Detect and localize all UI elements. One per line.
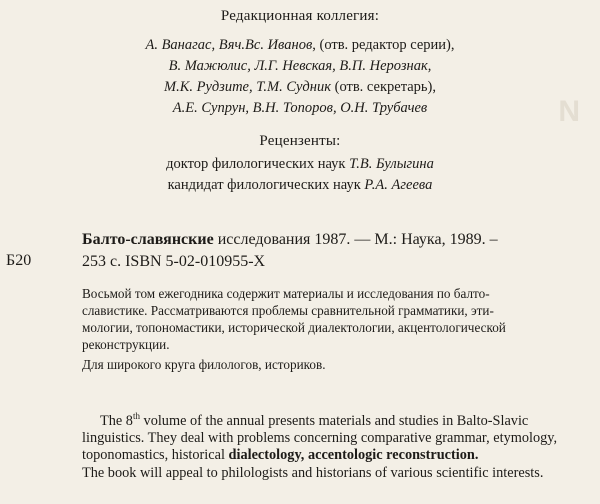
member-role: , (отв. редактор серии), xyxy=(312,37,455,53)
en-text: toponomastics, historical xyxy=(82,447,229,463)
annotation-ru-line: реконструкции. xyxy=(82,337,170,352)
annotation-ru-line: славистике. Рассматриваются проблемы сравнительной грамматики, эти- xyxy=(82,303,494,318)
member-names: А. Ванагас, Вяч.Вс. Иванов xyxy=(145,37,313,53)
annotation-en-line-1 xyxy=(100,411,528,430)
annotation-en-line-3 xyxy=(82,447,478,464)
annotation-ru-line: мологии, топономастики, исторической диалектологии, акцентологической xyxy=(82,320,506,335)
member-names: М.К. Рудзите, Т.М. Судник xyxy=(164,79,331,95)
reviewer-1-degree: доктор филологических наук xyxy=(166,156,350,172)
editorial-member-line xyxy=(0,79,600,96)
en-text: volume of the annual presents materials and studies in Balto-Slavic xyxy=(139,412,529,429)
annotation-en-line-2: linguistics. They deal with problems concerning comparative grammar, etymology, xyxy=(82,430,558,446)
editorial-heading: Редакционная коллегия: xyxy=(220,8,380,24)
reviewers-heading: Рецензенты: xyxy=(259,133,341,149)
editorial-member-line xyxy=(0,37,600,54)
annotation-ru-line: Восьмой том ежегодника содержит материалы и исследования по балто- xyxy=(82,286,490,301)
reviewer-2-degree: кандидат филологических наук xyxy=(167,177,365,193)
biblio-title-bold: Балто-славянские xyxy=(82,231,214,248)
member-names: В. Мажюлис, Л.Г. Невская, В.П. Нерознак, xyxy=(168,58,432,74)
classification-code: Б20 xyxy=(6,252,32,269)
annotation-audience: Для широкого круга филологов, историков. xyxy=(82,357,326,372)
reviewer-2-name: Р.А. Агеева xyxy=(364,177,433,193)
reviewer-2 xyxy=(0,177,600,194)
editorial-member-line xyxy=(0,58,600,75)
annotation-ru xyxy=(82,285,506,353)
editorial-member-line xyxy=(0,100,600,117)
biblio-line-1 xyxy=(82,231,498,249)
member-role: (отв. секретарь), xyxy=(330,79,436,95)
biblio-line-2: 253 с. ISBN 5-02-010955-X xyxy=(82,253,266,270)
en-text: The 8 xyxy=(100,412,133,429)
bleed-through-text: N xyxy=(558,95,582,128)
member-names: А.Е. Супрун, В.Н. Топоров, О.Н. Трубачев xyxy=(172,100,428,116)
reviewer-1-name: Т.В. Булыгина xyxy=(349,156,434,172)
en-bold-text: dialectology, accentologic reconstruction. xyxy=(228,447,479,463)
annotation-en-line-4: The book will appeal to philologists and historians of various scientific interests. xyxy=(82,465,544,481)
en-superscript: th xyxy=(132,411,140,421)
reviewer-1 xyxy=(0,156,600,173)
biblio-title-rest: исследования 1987. — М.: Наука, 1989. – xyxy=(213,231,498,248)
